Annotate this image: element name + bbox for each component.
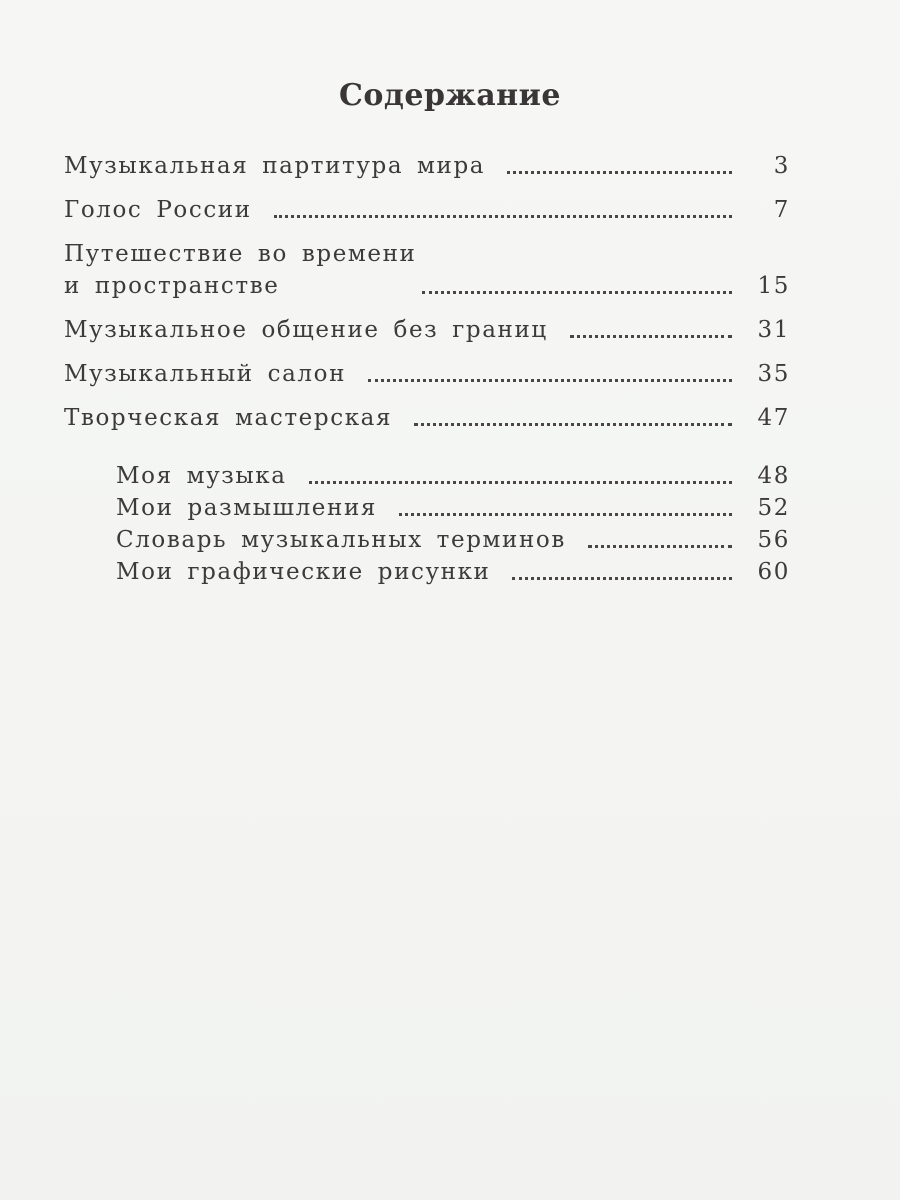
toc-entry-label: Музыкальное общение без границ xyxy=(64,317,548,343)
toc-subentry-label: Мои размышления xyxy=(116,495,377,521)
toc-entry xyxy=(64,402,790,434)
dot-leader xyxy=(368,378,732,382)
toc-entry-label-line2: и пространстве xyxy=(64,273,280,299)
toc-page-number: 7 xyxy=(773,197,790,223)
dot-leader xyxy=(414,422,732,426)
dot-leader xyxy=(507,170,732,174)
spacer xyxy=(64,446,790,460)
dot-leader xyxy=(588,544,732,548)
toc-subentry-label: Мои графические рисунки xyxy=(116,559,491,585)
toc-page-number: 3 xyxy=(773,153,790,179)
toc-entry-label-block xyxy=(64,238,416,302)
toc-subentry xyxy=(64,492,790,524)
page-title: Содержание xyxy=(339,78,561,113)
toc-entry xyxy=(64,358,790,390)
toc-page-number: 52 xyxy=(757,495,790,521)
toc-subentry-label: Моя музыка xyxy=(116,463,287,489)
toc-entry xyxy=(64,150,790,182)
dot-leader xyxy=(570,334,732,338)
toc-entry xyxy=(64,238,790,302)
dot-leader xyxy=(274,214,732,218)
toc-page-number: 31 xyxy=(757,317,790,343)
toc-page-number: 48 xyxy=(757,463,790,489)
dot-leader xyxy=(512,576,732,580)
toc-entry-label: Музыкальная партитура мира xyxy=(64,153,486,179)
toc-page-number: 56 xyxy=(757,527,790,553)
toc-page-number: 47 xyxy=(757,405,790,431)
toc-subentry xyxy=(64,556,790,588)
toc-subentry xyxy=(64,524,790,556)
toc-entry xyxy=(64,314,790,346)
toc-entry xyxy=(64,194,790,226)
dot-leader xyxy=(309,480,732,484)
toc-subentry xyxy=(64,460,790,492)
toc-subentry-label: Словарь музыкальных терминов xyxy=(116,527,566,553)
toc-page-number: 15 xyxy=(757,273,790,299)
toc-entry-label-line1: Путешествие во времени xyxy=(64,241,417,267)
dot-leader xyxy=(422,290,732,294)
toc-entry-label: Голос России xyxy=(64,197,252,223)
table-of-contents xyxy=(64,150,790,588)
dot-leader xyxy=(399,512,732,516)
toc-page-number: 35 xyxy=(757,361,790,387)
toc-entry-label: Творческая мастерская xyxy=(64,405,393,431)
toc-entry-label: Музыкальный салон xyxy=(64,361,347,387)
toc-page-number: 60 xyxy=(757,559,790,585)
